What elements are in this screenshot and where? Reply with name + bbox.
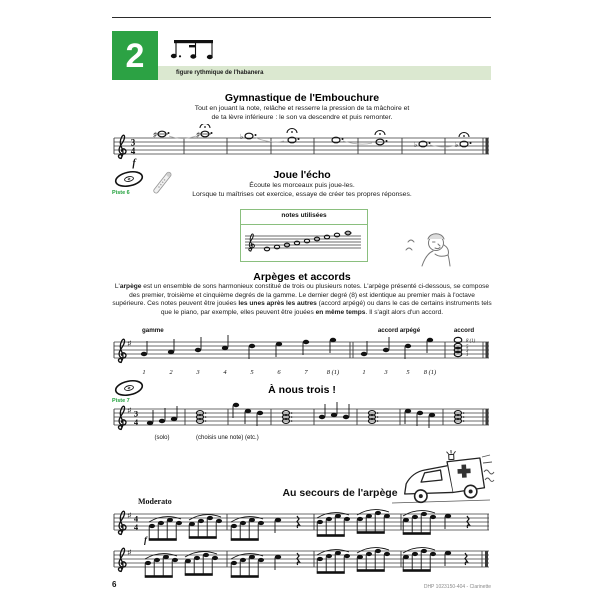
echo-text-1: Écoute les morceaux puis joue-les. [249,182,355,189]
svg-text:accord: accord [453,327,475,334]
gymnastique-staff [112,124,492,172]
svg-text:3: 3 [130,137,136,148]
svg-text:3: 3 [133,408,139,419]
arpeges-paragraph: L'arpège est un ensemble de sons harmonieux constitué de trois ou plusieurs notes. L'arpège présenté ci-dessous, se compose des premier, troisième et cinquième degrés de la gamme. Le dernier degré (8) est identique au premier mais à l'octave supérieure. Ces notes peuvent être jouées les unes après les autres (accord arpégé) ou dans le cas de certains instruments tels que le piano, par exemple, elles peuvent être jouées en même temps. Il s'agit alors d'un accord. [112,283,492,316]
notes-box-divider [241,224,367,225]
svg-text:1: 1 [142,369,146,376]
svg-text:(solo): (solo) [154,435,170,441]
svg-text:♭: ♭ [414,142,418,149]
section-title-echo: Joue l'écho [273,169,331,181]
svg-text:4: 4 [130,145,136,156]
gamme-accord-staff [112,322,492,380]
svg-text:4: 4 [133,513,139,524]
svg-text:♯: ♯ [127,549,131,557]
svg-text:8 (1): 8 (1) [326,369,340,376]
svg-text:♯: ♯ [196,132,200,139]
section-title-arpeges: Arpèges et accords [253,271,351,283]
svg-text:8 (1): 8 (1) [423,369,437,376]
svg-text:2: 2 [169,369,173,376]
secours-staff-1 [112,494,492,546]
header-caption: figure rythmique de l'habanera [176,70,264,76]
notes-box-staff [243,226,365,260]
svg-text:♯: ♯ [153,132,157,139]
svg-text:4: 4 [223,369,227,376]
svg-text:1: 1 [362,369,366,376]
svg-text:1: 1 [466,353,469,358]
svg-text:♭: ♭ [455,142,459,149]
gymnastique-text-2: de ta lèvre inférieure : le son va descendre et puis remonter. [211,114,393,121]
svg-text:gamme: gamme [142,327,164,334]
svg-text:5: 5 [250,369,254,376]
lesson-number: 2 [125,36,145,75]
listener-cartoon [402,228,460,268]
top-rule [112,17,491,18]
svg-text:5: 5 [406,369,410,376]
svg-text:5: 5 [466,345,469,350]
page-number: 6 [112,580,117,589]
svg-text:6: 6 [277,369,281,376]
svg-text:♯: ♯ [127,407,131,415]
svg-text:3: 3 [466,349,469,354]
piste-6-label: Piste 6 [112,190,130,196]
svg-text:(choisis une note) (etc.): (choisis une note) (etc.) [196,435,259,441]
secours-staff-2 [112,545,492,583]
habanera-rhythm-icon [170,36,218,64]
lesson-number-badge [112,31,158,80]
svg-text:4: 4 [133,416,139,427]
header-caption-bar [158,66,491,80]
svg-text:3: 3 [196,369,200,376]
imprint: DHP 1023150-404 - Clarinette [423,584,491,590]
section-title-nous-trois: À nous trois ! [268,384,336,396]
svg-text:Moderato: Moderato [138,497,172,506]
svg-text:7: 7 [304,369,308,376]
notes-utilisees-box [240,209,368,262]
svg-text:accord arpégé: accord arpégé [377,327,421,334]
svg-text:8 (1): 8 (1) [466,339,476,344]
piste-7-label: Piste 7 [112,398,130,404]
svg-text:♭: ♭ [240,134,244,141]
section-title-gymnastique: Gymnastique de l'Embouchure [224,92,380,104]
gymnastique-text-1: Tout en jouant la note, relâche et resserre la pression de ta mâchoire et [194,105,410,112]
svg-text:f: f [132,158,136,169]
svg-text:♯: ♯ [127,512,131,520]
echo-text-2: Lorsque tu maîtrises cet exercice, essaye de créer tes propres réponses. [192,191,412,198]
svg-text:3: 3 [384,369,388,376]
nous-trois-staff [112,397,492,443]
section-title-secours: Au secours de l'arpège [282,487,398,499]
svg-text:f: f [144,535,147,545]
svg-text:4: 4 [133,521,139,532]
svg-text:♯: ♯ [127,340,131,348]
notes-box-title: notes utilisées [281,212,327,219]
